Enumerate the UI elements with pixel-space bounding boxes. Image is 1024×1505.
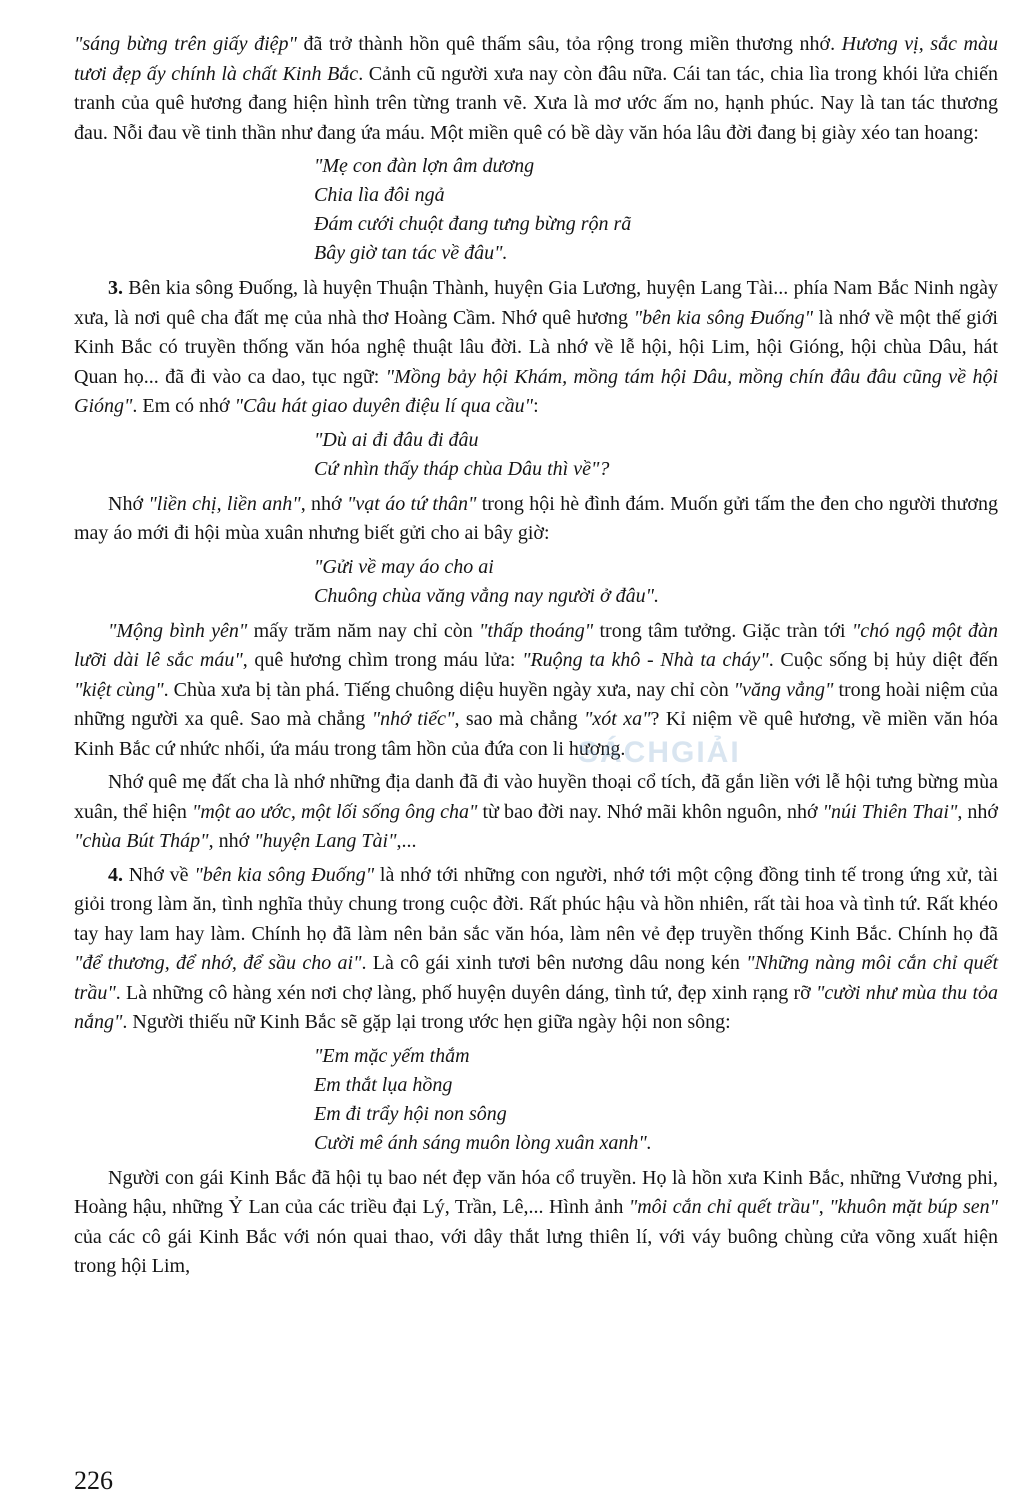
- text: . Là cô gái xinh tươi bên nương dâu nong kén: [361, 952, 747, 974]
- text: trong tâm tưởng. Giặc tràn tới: [593, 619, 852, 642]
- text: , quê hương chìm trong máu lửa:: [242, 649, 523, 671]
- text: từ bao đời nay. Nhớ mãi khôn nguôn, nhớ: [477, 800, 823, 823]
- quote: Hương vị, sắc màu tươi đẹp ấy chính là chất Kinh Bắc: [74, 33, 999, 85]
- poem-line: Đám cưới chuột đang tưng bừng rộn rã: [314, 213, 632, 235]
- text: . Cuộc sống bị hủy diệt đến: [768, 649, 998, 671]
- paragraph-4: [74, 617, 998, 765]
- text: . Chùa xưa bị tàn phá. Tiếng chuông diệu huyền ngày xưa, nay chỉ còn: [163, 678, 734, 701]
- poem-line: Cứ nhìn thấy tháp chùa Dâu thì về"?: [314, 457, 610, 480]
- poem-line: Chuông chùa văng vẳng nay người ở đâu".: [314, 584, 660, 607]
- quote: "chó ngộ một đàn lưỡi dài lê sắc máu": [74, 619, 998, 671]
- paragraph-1: [74, 30, 998, 148]
- text: :: [533, 395, 539, 417]
- quote: "bên kia sông Đuống": [194, 863, 375, 886]
- quote: "môi cắn chỉ quết trầu": [628, 1196, 819, 1218]
- poem-line: Em đi trẩy hội non sông: [314, 1102, 507, 1125]
- quote: "kiệt cùng": [74, 678, 164, 701]
- text: , nhớ: [208, 830, 255, 852]
- text: . Là những cô hàng xén nơi chợ làng, phố huyện duyên dáng, tình tứ, đẹp xinh rạng rỡ: [115, 981, 816, 1004]
- quote: "huyện Lang Tài": [254, 830, 397, 852]
- poem-2: [314, 426, 998, 484]
- section-number: 4.: [108, 863, 123, 886]
- text: , sao mà chẳng: [454, 708, 584, 730]
- text: Bên kia sông Đuống, là huyện Thuận Thành, huyện Gia Lương, huyện Lang Tài... phía Nam Bắc Ninh ngày xưa, là nơi quê cha đất mẹ của nhà thơ Hoàng Cầm. Nhớ quê hương: [74, 277, 998, 329]
- quote: "bên kia sông Đuống": [633, 306, 813, 329]
- poem-line: "Dù ai đi đâu đi đâu: [314, 428, 479, 451]
- text: đã trở thành hồn quê thấm sâu, tỏa rộng trong miền thương nhớ.: [296, 33, 842, 55]
- poem-line: Cười mê ánh sáng muôn lòng xuân xanh".: [314, 1131, 652, 1154]
- quote: "núi Thiên Thai": [822, 800, 958, 823]
- quote: "liền chị, liền anh": [148, 492, 301, 515]
- text: của các cô gái Kinh Bắc với nón quai thao, với dây thắt lưng thiên lí, với váy buông chùng cửa võng xuất hiện trong hội Lim,: [74, 1225, 998, 1277]
- text: trong hoài niệm của những người xa quê. Sao mà chẳng: [74, 678, 998, 730]
- poem-line: Chia lìa đôi ngả: [314, 184, 445, 206]
- text: ? Kỉ niệm về quê hương, về miền văn hóa Kinh Bắc cứ nhức nhối, ứa máu trong tâm hồn của đứa con li hương.: [74, 708, 998, 760]
- text: Nhớ quê mẹ đất cha là nhớ những địa danh đã đi vào huyền thoại cổ tích, đã gắn liền với lễ hội tưng bừng mùa xuân, thể hiện: [74, 771, 998, 823]
- text: . Em có nhớ: [132, 395, 235, 417]
- text: Nhớ: [108, 492, 149, 515]
- paragraph-section-3: [74, 274, 998, 422]
- text: , nhớ: [300, 492, 347, 515]
- quote: "Câu hát giao duyên điệu lí qua cầu": [234, 395, 534, 417]
- paragraph-3: [74, 490, 998, 549]
- text: ,: [818, 1196, 830, 1218]
- poem-line: "Mẹ con đàn lợn âm dương: [314, 155, 535, 177]
- poem-line: Em thắt lụa hồng: [314, 1073, 453, 1096]
- quote: "Mộng bình yên": [108, 619, 248, 642]
- text: Người con gái Kinh Bắc đã hội tụ bao nét đẹp văn hóa cổ truyền. Họ là hồn xưa Kinh Bắc, những Vương phi, Hoàng hậu, những Ỷ Lan của các triều đại Lý, Trần, Lê,... Hình ảnh: [74, 1166, 998, 1218]
- quote: "văng vẳng": [733, 678, 834, 701]
- quote: "Mồng bảy hội Khám, mồng tám hội Dâu, mồng chín đâu đâu cũng về hội Gióng": [74, 365, 998, 417]
- section-number: 3.: [108, 277, 123, 299]
- poem-line: "Em mặc yếm thắm: [314, 1044, 470, 1067]
- text: là nhớ tới những con người, nhớ tới một cộng đồng tinh tế trong ứng xử, tài giỏi trong làm ăn, tình nghĩa thủy chung trong cuộc đời. Rất phúc hậu và hồn nhiên, rất tài hoa và tình tứ. Rất khéo tay hay lam hay làm. Chính họ đã làm nên bản sắc văn hóa, làm nên vẻ đẹp truyền thống Kinh Bắc. Chính họ đã: [74, 863, 999, 945]
- text: ,...: [396, 830, 417, 852]
- paragraph-section-4: [74, 861, 998, 1038]
- text: . Cảnh cũ người xưa nay còn đâu nữa. Cái tan tác, chia lìa trong khói lửa chiến tranh của quê hương đang hiện hình trên từng tranh vẽ. Xưa là mơ ước ấm no, hạnh phúc. Nay là tan tác thương đau. Nỗi đau về tinh thần như đang ứa máu. Một miền quê có bề dày văn hóa lâu đời đang bị giày xéo tan hoang:: [74, 62, 998, 144]
- quote: "cười như mùa thu tỏa nắng": [74, 981, 998, 1033]
- text: là nhớ về một thế giới Kinh Bắc có truyền thống văn hóa nghệ thuật lâu đời. Là nhớ về lễ hội, hội Lim, hội Gióng, hội chùa Dâu, hát Quan họ... đã đi vào ca dao, tục ngữ:: [74, 306, 998, 388]
- paragraph-7: [74, 1164, 998, 1282]
- poem-3: [314, 553, 998, 611]
- poem-line: Bây giờ tan tác về đâu".: [314, 242, 508, 264]
- quote: "Ruộng ta khô - Nhà ta cháy": [522, 649, 769, 671]
- text: trong hội hè đình đám. Muốn gửi tấm the đen cho người thương may áo mới đi hội mùa xuân nhưng biết gửi cho ai bây giờ:: [74, 492, 998, 544]
- quote: "xót xa": [584, 708, 651, 730]
- text: , nhớ: [957, 800, 998, 823]
- quote: "khuôn mặt búp sen": [829, 1196, 999, 1218]
- paragraph-5: [74, 768, 998, 857]
- text: mấy trăm năm nay chỉ còn: [247, 619, 479, 642]
- quote: "vạt áo tứ thân": [347, 492, 477, 515]
- text: Nhớ về: [123, 863, 195, 886]
- page-number: 226: [74, 1466, 113, 1495]
- poem-4: [314, 1042, 998, 1158]
- quote: "một ao ước, một lối sống ông cha": [191, 800, 478, 823]
- watermark-logo: SÁCHGIẢI: [578, 736, 741, 769]
- text: . Người thiếu nữ Kinh Bắc sẽ gặp lại trong ước hẹn giữa ngày hội non sông:: [122, 1011, 731, 1033]
- quote: "để thương, để nhớ, để sầu cho ai": [74, 952, 362, 974]
- quote: "nhớ tiếc": [371, 708, 455, 730]
- quote: "chùa Bút Tháp": [74, 830, 209, 852]
- page-body: [74, 30, 998, 1286]
- quote: "Những nàng môi cắn chỉ quết trầu": [74, 952, 998, 1004]
- quote: "sáng bừng trên giấy điệp": [74, 33, 297, 55]
- quote: "thấp thoáng": [479, 619, 594, 642]
- poem-line: "Gửi về may áo cho ai: [314, 555, 494, 578]
- poem-1: [314, 152, 998, 268]
